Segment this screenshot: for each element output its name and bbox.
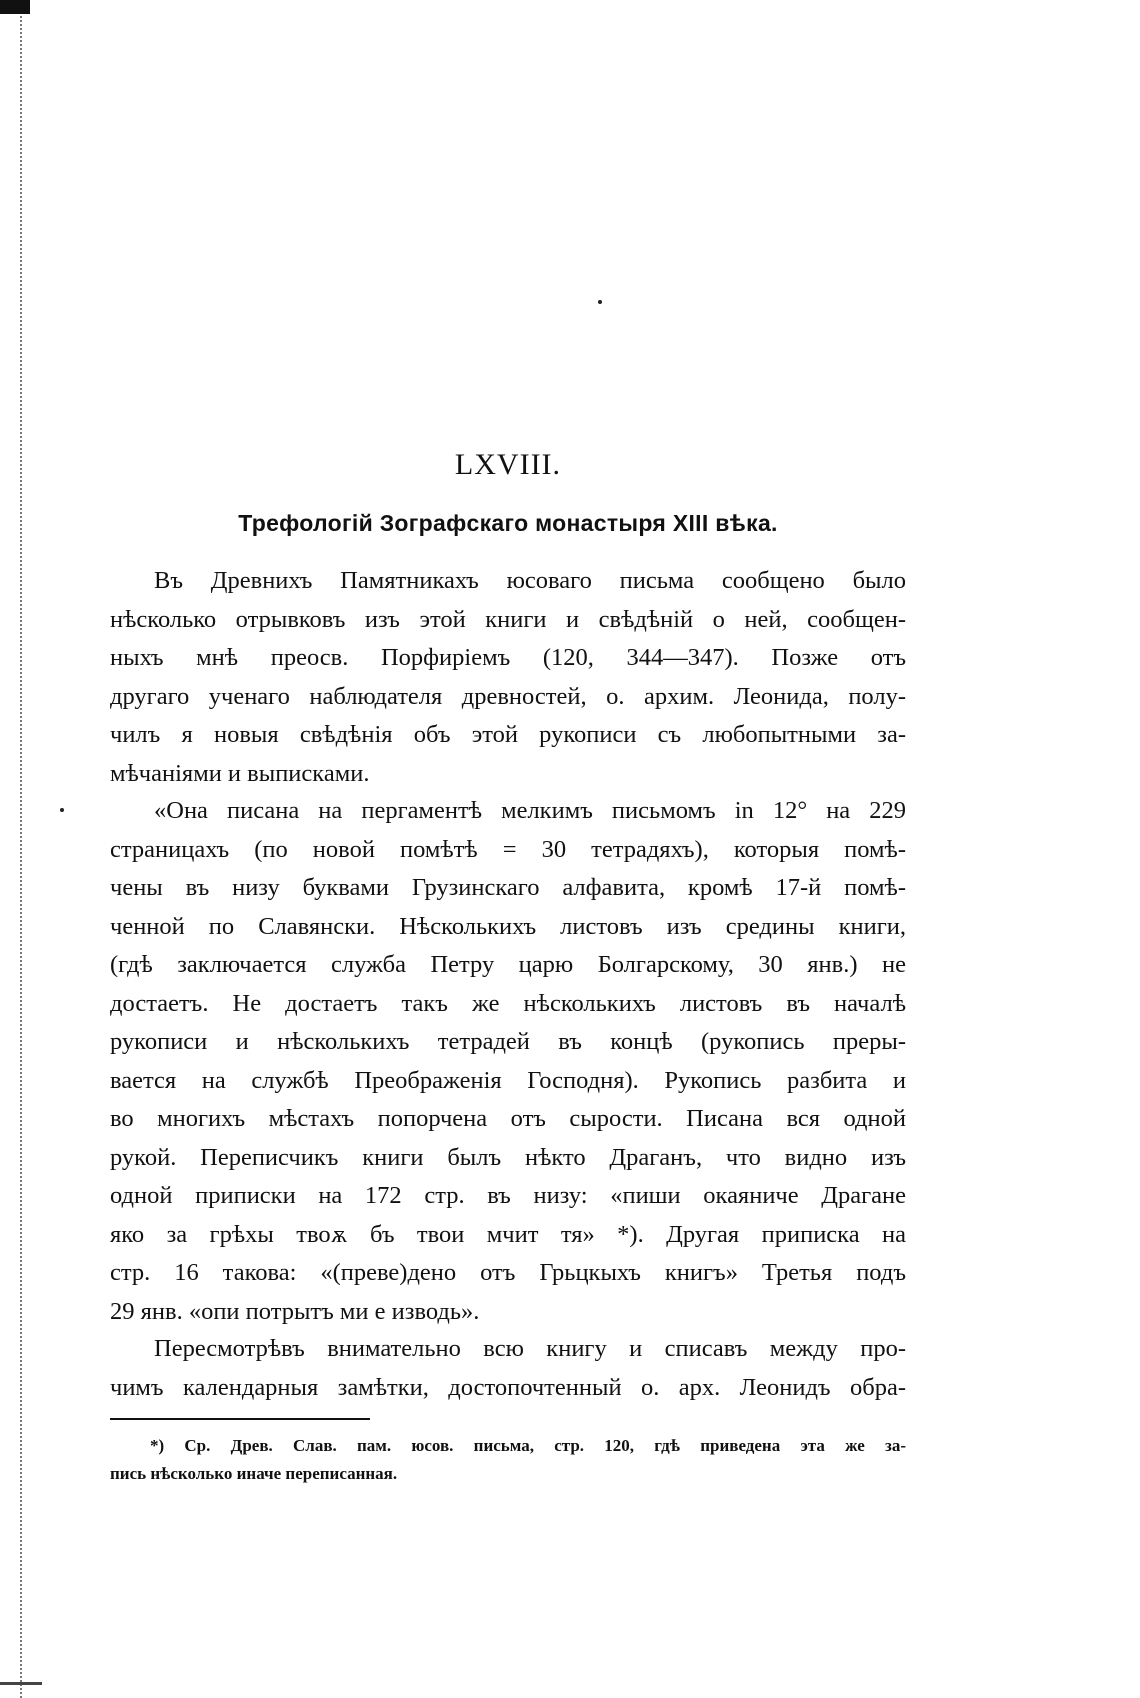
footnote (110, 1432, 906, 1488)
text-line: «Она писана на пергаментѣ мелкимъ письмомъ in 12° на 229 (154, 797, 906, 824)
text-line: чены въ низу буквами Грузинскаго алфавита, кромѣ 17-й помѣ- (110, 874, 906, 901)
text-line: стр. 16 такова: «(преве)дено отъ Грьцкыхъ книгъ» Третья подъ (110, 1259, 906, 1286)
text-line: 29 янв. «опи потрытъ ми е изводь». (110, 1297, 480, 1325)
text-line: достаетъ. Не достаетъ такъ же нѣсколькихъ листовъ въ началѣ (110, 989, 906, 1017)
chapter-heading: Трефологій Зографскаго монастыря XIII вѣка. (238, 510, 778, 536)
text-line: чилъ я новыя свѣдѣнія объ этой рукописи съ любопытными за- (110, 721, 906, 748)
text-line: нѣсколько отрывковъ изъ этой книги и свѣдѣній о ней, сообщен- (110, 605, 906, 633)
text-line: вается на службѣ Преображенія Господня). Рукопись разбита и (110, 1066, 906, 1094)
scan-corner-mark (0, 0, 30, 14)
text-line: рукописи и нѣсколькихъ тетрадей въ концѣ (рукопись преры- (110, 1028, 906, 1055)
text-line: ныхъ мнѣ преосв. Порфиріемъ (120, 344—347). Позже отъ (110, 644, 906, 671)
footnote-divider (110, 1418, 370, 1420)
text-line: страницахъ (по новой помѣтѣ = 30 тетрадяхъ), которыя помѣ- (110, 835, 906, 863)
text-line: одной приписки на 172 стр. въ низу: «пиши окаяниче Драгане (110, 1182, 906, 1209)
text-line: рукой. Переписчикъ книги былъ нѣкто Драганъ, что видно изъ (110, 1143, 906, 1171)
footnote-line: пись нѣсколько иначе переписанная. (110, 1464, 398, 1483)
text-line: (гдѣ заключается служба Петру царю Болгарскому, 30 янв.) не (110, 951, 906, 978)
scan-bottom-mark (0, 1682, 42, 1685)
chapter-number: LXVIII. (454, 448, 562, 481)
scan-speck (60, 808, 64, 812)
text-line: Пересмотрѣвъ внимательно всю книгу и списавъ между про- (154, 1335, 906, 1362)
document-page (110, 0, 906, 1698)
text-line: чимъ календарныя замѣтки, достопочтенный о. арх. Леонидъ обра- (110, 1373, 906, 1401)
footnote-line: *) Ср. Древ. Слав. пам. юсов. письма, стр. 120, гдѣ приведена эта же за- (150, 1436, 906, 1455)
page-binding-edge (20, 0, 25, 1698)
text-line: мѣчаніями и выписками. (110, 759, 370, 787)
text-line: Въ Древнихъ Памятникахъ юсоваго письма сообщено было (154, 567, 906, 594)
text-line: во многихъ мѣстахъ попорчена отъ сырости. Писана вся одной (110, 1105, 906, 1132)
paragraph-3 (110, 1330, 906, 1407)
text-line: яко за грѣхы твоѫ бъ твои мчит тя» *). Другая приписка на (110, 1220, 906, 1248)
paragraph-1 (110, 562, 906, 793)
text-line: другаго ученаго наблюдателя древностей, о. архим. Леонида, полу- (110, 682, 906, 710)
text-line: ченной по Славянски. Нѣсколькихъ листовъ изъ средины книги, (110, 912, 906, 940)
paragraph-2 (110, 792, 906, 1331)
